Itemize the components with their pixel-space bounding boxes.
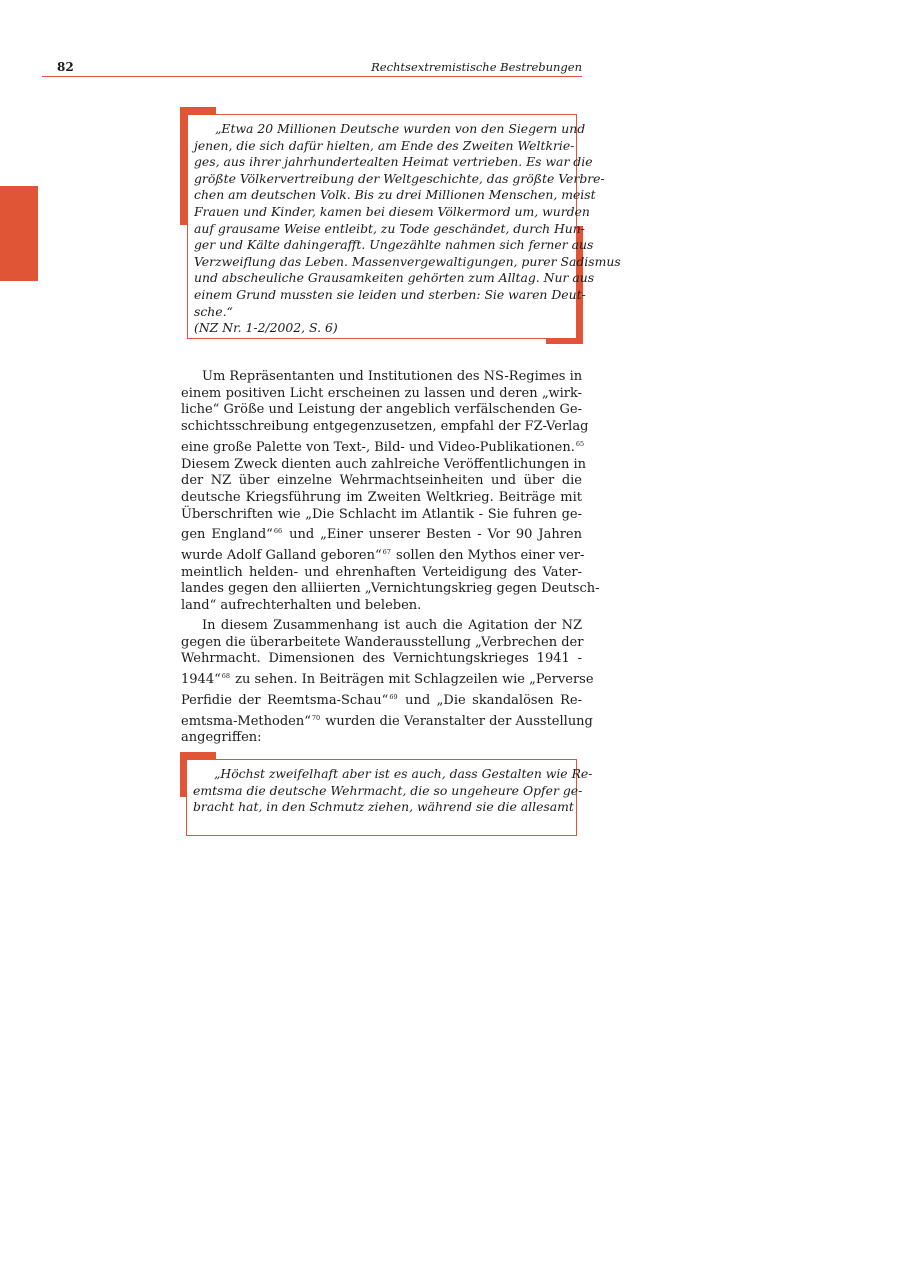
- page-number: 82: [57, 60, 74, 74]
- text-line: meintlich helden- und ehrenhaften Verteidigung des Vater-: [181, 564, 582, 580]
- header-rule: [42, 76, 582, 77]
- text-line: angegriffen:: [181, 730, 262, 746]
- text-line: [181, 544, 585, 565]
- text-span: sollen den Mythos einer ver-: [396, 548, 585, 564]
- text-span: gen England“: [181, 527, 273, 543]
- quote2-box: [186, 759, 593, 836]
- footnote-ref: 68: [221, 672, 231, 681]
- quote1-line: Verzweiflung das Leben. Massenvergewaltigungen, purer Sadismus: [194, 253, 621, 269]
- text-line: Diesem Zweck dienten auch zahlreiche Veröffentlichungen in: [181, 456, 587, 472]
- text-line: land“ aufrechterhalten und beleben.: [181, 598, 422, 614]
- text-span: wurde Adolf Galland geboren“: [181, 548, 382, 564]
- quote1-line: und abscheuliche Grausamkeiten gehörten zum Alltag. Nur aus: [194, 270, 595, 286]
- text-span: zu sehen. In Beiträgen mit Schlagzeilen wie „Perverse: [235, 672, 594, 688]
- text-line: Um Repräsentanten und Institutionen des NS-Regimes in: [202, 369, 583, 384]
- quote1-line: Frauen und Kinder, kamen bei diesem Völkermord um, wurden: [194, 203, 590, 219]
- quote1-line: auf grausame Weise entleibt, zu Tode geschändet, durch Hun-: [194, 220, 585, 236]
- footnote-ref: 70: [311, 713, 321, 722]
- running-title: Rechtsextremistische Bestrebungen: [371, 60, 582, 74]
- text-line: einem positiven Licht erscheinen zu lassen und deren „wirk-: [181, 385, 582, 401]
- text-line: Überschriften wie „Die Schlacht im Atlantik - Sie fuhren ge-: [181, 506, 582, 522]
- text-line: deutsche Kriegsführung im Zweiten Weltkrieg. Beiträge mit: [181, 489, 582, 505]
- text-line: [181, 710, 593, 731]
- text-span: und „Die skandalösen Re-: [405, 692, 582, 708]
- text-line: [181, 436, 585, 457]
- text-span: wurden die Veranstalter der Ausstellung: [325, 713, 593, 729]
- footnote-ref: 65: [575, 439, 585, 448]
- text-line: [181, 668, 594, 689]
- quote1-source: (NZ Nr. 1-2/2002, S. 6): [194, 320, 338, 336]
- text-span: und „Einer unserer Besten - Vor 90 Jahren: [289, 527, 582, 543]
- footnote-ref: 67: [382, 548, 391, 557]
- body-paragraph-2: [181, 618, 594, 747]
- quote1-line: jenen, die sich dafür hielten, am Ende des Zweiten Weltkrie-: [194, 137, 575, 153]
- text-line: schichtsschreibung entgegenzusetzen, empfahl der FZ-Verlag: [181, 419, 589, 435]
- quote2-text: [193, 766, 593, 816]
- text-line: [181, 523, 582, 544]
- text-line: In diesem Zusammenhang ist auch die Agitation der NZ: [202, 618, 582, 633]
- quote2-line: emtsma die deutsche Wehrmacht, die so ungeheure Opfer ge-: [193, 782, 583, 798]
- footnote-ref: 66: [273, 527, 283, 536]
- quote1-line: sche.“: [194, 303, 233, 319]
- text-span: emtsma-Methoden“: [181, 713, 311, 729]
- quote2-line: „Höchst zweifelhaft aber ist es auch, dass Gestalten wie Re-: [214, 766, 593, 781]
- text-line: Wehrmacht. Dimensionen des Vernichtungskrieges 1941 -: [181, 651, 582, 667]
- text-line: gegen die überarbeitete Wanderausstellung „Verbrechen der: [181, 634, 584, 650]
- text-line: landes gegen den alliierten „Vernichtungskrieg gegen Deutsch-: [181, 581, 600, 597]
- quote2-line: bracht hat, in den Schmutz ziehen, während sie die allesamt: [193, 799, 574, 815]
- quote1-line: ger und Kälte dahingerafft. Ungezählte nahmen sich ferner aus: [194, 237, 594, 253]
- text-line: [181, 689, 582, 710]
- text-span: Perfidie der Reemtsma-Schau“: [181, 692, 389, 708]
- text-span: 1944“: [181, 672, 221, 688]
- quote1-box: [187, 114, 621, 339]
- text-span: eine große Palette von Text-, Bild- und Video-Publikationen.: [181, 439, 575, 455]
- quote1-line: ges, aus ihrer jahrhundertealten Heimat vertrieben. Es war die: [194, 154, 593, 170]
- quote1-line: „Etwa 20 Millionen Deutsche wurden von den Siegern und: [215, 121, 586, 136]
- quote1-text: [194, 121, 621, 320]
- body-paragraph-1: [181, 369, 600, 615]
- text-line: der NZ über einzelne Wehrmachtseinheiten und über die: [181, 473, 582, 489]
- quote1-line: einem Grund mussten sie leiden und sterben: Sie waren Deut-: [194, 286, 586, 302]
- text-line: liche“ Größe und Leistung der angeblich verfälschenden Ge-: [181, 402, 582, 418]
- chapter-tab-marker: [0, 186, 38, 281]
- quote1-line: größte Völkervertreibung der Weltgeschichte, das größte Verbre-: [194, 170, 605, 186]
- footnote-ref: 69: [389, 692, 398, 701]
- quote1-line: chen am deutschen Volk. Bis zu drei Millionen Menschen, meist: [194, 187, 596, 203]
